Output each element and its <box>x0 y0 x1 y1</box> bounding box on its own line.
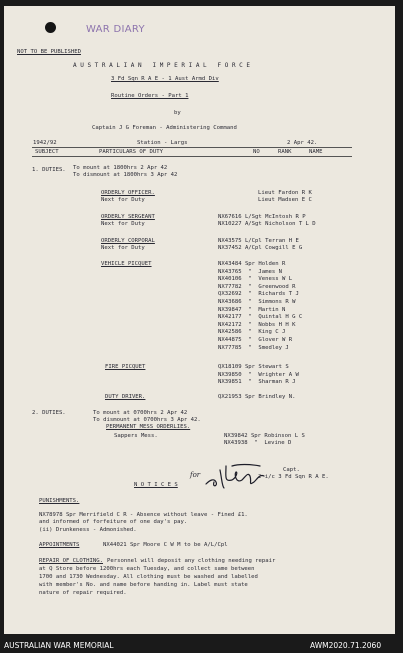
vehicle-picquet-item: NX44875 " Glover W R <box>218 337 293 343</box>
footer-accession-number: AWM2020.71.2060 <box>310 641 382 650</box>
vehicle-picquet-heading: VEHICLE PICQUET <box>101 261 152 267</box>
vehicle-picquet-item: NX42172 " Nobbs H H K <box>218 321 296 328</box>
orderly-officer-heading: ORDERLY OFFICER. <box>101 190 155 196</box>
vehicle-picquet-item: NX43765 " James N <box>218 268 282 275</box>
column-name: NAME <box>309 149 323 155</box>
repair-line1: Personnel will deposit any clothing needing repair <box>107 558 276 564</box>
duty-driver-heading: DUTY DRIVER. <box>105 394 146 400</box>
repair-line5: nature of repair required. <box>39 590 127 596</box>
column-no: NO <box>253 149 260 155</box>
unit-title: 3 Fd Sqn R A E - 1 Aust Armd Div <box>111 76 219 82</box>
appointments-heading: APPOINTMENTS <box>39 542 80 548</box>
vehicle-picquet-item: NX42177 " Quintal H G C <box>218 314 303 321</box>
appointments-text: NX44021 Spr Moore C W M to be A/L/Cpl <box>103 542 228 548</box>
command-line: Captain J G Foreman - Administering Command <box>92 125 237 131</box>
column-particulars: PARTICULARS OF DUTY <box>99 149 163 155</box>
footer-institution: AUSTRALIAN WAR MEMORIAL <box>4 641 114 650</box>
war-diary-stamp: WAR DIARY <box>86 24 145 35</box>
mess-orderlies-heading: PERMANENT MESS ORDERLIES. <box>106 424 191 430</box>
punishment-line3: (ii) Drunkeness - Admonished. <box>39 527 137 533</box>
by-text: by <box>174 110 181 116</box>
fire-picquet-item: NX39851 " Sharman R J <box>218 379 296 386</box>
duty-driver-line: QX21953 Spr Brindley N. <box>218 394 296 400</box>
table-rule-bottom <box>32 156 352 157</box>
archive-footer <box>0 640 403 653</box>
serial-number: 1942/92 <box>33 140 57 146</box>
signature-unit: 2 i/c 3 Fd Sqn R A E. <box>258 474 329 480</box>
punishment-line2: and informed of forfeiture of one day's pay. <box>39 519 188 525</box>
orderly-corporal-line2: NX37452 A/Cpl Cowgill E G <box>218 245 303 251</box>
notices-heading: N O T I C E S <box>134 482 178 488</box>
repair-line2: at Q Store before 1200hrs each Tuesday, and collect same between <box>39 566 255 572</box>
orderly-corporal-next: Next for Duty <box>101 245 145 251</box>
orderly-officer-line2: Lieut Madsen E C <box>258 197 312 203</box>
repair-line3: 1700 and 1730 Wednesday. All clothing must be washed and labelled <box>39 574 258 580</box>
duties-2-dismount: To dismount at 0700hrs 3 Apr 42. <box>93 417 201 423</box>
punch-hole <box>45 22 56 33</box>
duties-1-dismount: To dismount at 1800hrs 3 Apr 42 <box>73 172 178 178</box>
duties-1-label: 1. DUTIES. <box>32 167 66 173</box>
not-published-label: NOT TO BE PUBLISHED <box>17 49 81 55</box>
vehicle-picquet-item: NX39847 " Martin N <box>218 306 286 313</box>
orderly-sergeant-next: Next for Duty <box>101 221 145 227</box>
punishments-heading: PUNISHMENTS. <box>39 498 80 504</box>
orders-title: Routine Orders - Part 1 <box>111 93 189 99</box>
punishment-line1: NX78978 Spr Merrifield C R - Absence without leave - Fined £1. <box>39 512 248 518</box>
duties-2-mount: To mount at 0700hrs 2 Apr 42 <box>93 410 188 416</box>
orderly-sergeant-line1: NX67616 L/Sgt McIntosh R P <box>218 214 306 220</box>
vehicle-picquet-item: NX43686 " Simmons R W <box>218 299 296 305</box>
fire-picquet-item: QX18109 Spr Stewart S <box>218 364 289 370</box>
order-date: 2 Apr 42. <box>287 140 318 146</box>
vehicle-picquet-item: NX40106 " Veness W L <box>218 276 293 283</box>
orderly-sergeant-line2: NX10227 A/Sgt Nicholson T L D <box>218 221 316 227</box>
vehicle-picquet-item: NX43484 Spr Holden R <box>218 261 286 267</box>
signature-for: for <box>190 471 201 479</box>
fire-picquet-heading: FIRE PICQUET <box>105 364 146 370</box>
force-title: A U S T R A L I A N I M P E R I A L F O R C E <box>73 62 251 69</box>
repair-heading: REPAIR OF CLOTHING. <box>39 558 103 564</box>
vehicle-picquet-item: NX42586 " King C J <box>218 329 286 336</box>
column-rank: RANK <box>278 149 292 155</box>
vehicle-picquet-item: QX32692 " Richards T J <box>218 291 299 298</box>
mess-orderly-line2: NX43938 " Levine D <box>224 440 292 446</box>
table-rule-top <box>32 147 352 148</box>
orderly-corporal-heading: ORDERLY CORPORAL <box>101 238 155 244</box>
column-subject: SUBJECT <box>35 149 59 155</box>
station-text: Station - Largs <box>137 140 188 146</box>
vehicle-picquet-item: NX77785 " Smedley J <box>218 344 289 351</box>
sappers-mess-label: Sappers Mess. <box>114 433 158 439</box>
vehicle-picquet-item: NX77782 " Greenwood R <box>218 283 296 290</box>
duties-1-mount: To mount at 1800hrs 2 Apr 42 <box>73 165 168 171</box>
orderly-officer-line1: Lieut Fardon R K <box>258 190 312 196</box>
mess-orderly-line1: NX39842 Spr Robinson L S <box>224 433 305 439</box>
repair-line4: with member's No. and name before handing in. Label must state <box>39 582 248 588</box>
signature-rank: Capt. <box>283 467 300 473</box>
orderly-officer-next: Next for Duty <box>101 197 145 203</box>
orderly-corporal-line1: NX43575 L/Cpl Terran H E <box>218 238 299 244</box>
fire-picquet-item: NX39850 " Wrighter A W <box>218 371 299 378</box>
document-page <box>4 6 395 634</box>
duties-2-label: 2. DUTIES. <box>32 410 66 416</box>
orderly-sergeant-heading: ORDERLY SERGEANT <box>101 214 155 220</box>
